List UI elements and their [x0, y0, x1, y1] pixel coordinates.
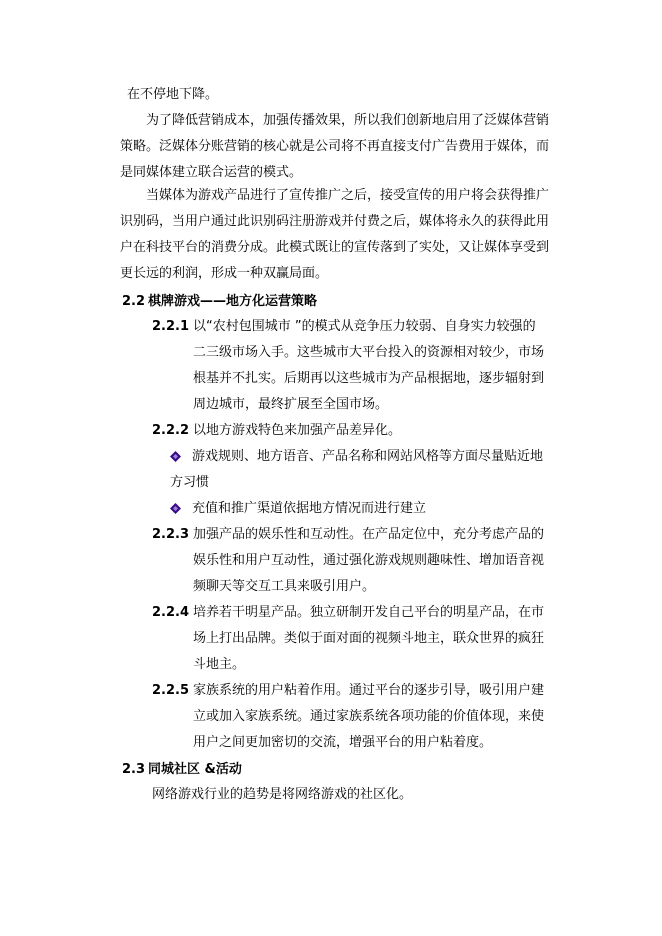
text-line: 方习惯 [170, 475, 210, 490]
subsection-body [193, 314, 558, 418]
text-line: 在不停地下降。 [127, 87, 219, 102]
subsection-number: 2.2.2 [152, 423, 190, 438]
subsection-number: 2.2.3 [152, 527, 190, 542]
paragraph-community [152, 782, 586, 808]
text-line: 以“农村包围城市 ”的模式从竞争压力较弱、自身实力较强的 [193, 319, 536, 334]
bullet-body [192, 496, 552, 522]
text-line: 频聊天等交互工具来吸引用户。 [193, 579, 376, 594]
text-line: 娱乐性和用户互动性，通过强化游戏规则趣味性、增加语音视 [193, 553, 545, 568]
bullet-body [170, 444, 552, 496]
subsection-body [193, 678, 558, 756]
section-number: 2.2 [122, 294, 146, 309]
text-line: 二三级市场入手。这些城市大平台投入的资源相对较少，市场 [193, 345, 545, 360]
text-line: 根基并不扎实。后期再以这些城市为产品根据地，逐步辐射到 [193, 371, 545, 386]
subsection-body [193, 522, 558, 600]
text-line: 家族系统的用户粘着作用。通过平台的逐步引导，吸引用户建 [193, 683, 545, 698]
text-line: 户在科技平台的消费分成。此模式既让的宣传落到了实处，又让媒体享受到 [120, 240, 550, 255]
text-line: 周边城市，最终扩展至全国市场。 [193, 397, 389, 412]
text-line: 以地方游戏特色来加强产品差异化。 [193, 423, 402, 438]
text-line: 游戏规则、地方语音、产品名称和网站风格等方面尽量贴近地 [192, 449, 544, 464]
subsection-body [193, 600, 558, 678]
subsection-number: 2.2.1 [152, 319, 190, 334]
intro-paragraph [127, 82, 561, 108]
section-title: 棋牌游戏——地方化运营策略 [148, 294, 318, 309]
text-line: 培养若干明星产品。独立研制开发自己平台的明星产品，在市 [193, 605, 545, 620]
text-line: 识别码，当用户通过此识别码注册游戏并付费之后，媒体将永久的获得此用 [120, 214, 550, 229]
text-line: 为了降低营销成本，加强传播效果，所以我们创新地启用了泛媒体营销 [146, 113, 550, 128]
text-line: 更长远的利润，形成一种双赢局面。 [120, 266, 329, 281]
text-line: 网络游戏行业的趋势是将网络游戏的社区化。 [152, 787, 413, 802]
diamond-bullet-icon [170, 503, 181, 514]
text-line: 用户之间更加密切的交流，增强平台的用户粘着度。 [193, 735, 493, 750]
subsection-number: 2.2.5 [152, 683, 190, 698]
text-line: 斗地主。 [193, 657, 246, 672]
section-heading-2-2 [122, 292, 317, 312]
text-line: 场上打出品牌。类似于面对面的视频斗地主，联众世界的疯狂 [193, 631, 545, 646]
text-line: 充值和推广渠道依据地方情况而进行建立 [192, 501, 427, 516]
text-line: 当媒体为游戏产品进行了宣传推广之后，接受宣传的用户将会获得推广 [146, 188, 550, 203]
paragraph-media [120, 183, 554, 287]
text-line: 加强产品的娱乐性和互动性。在产品定位中，充分考虑产品的 [193, 527, 545, 542]
subsection-body [193, 418, 558, 444]
section-number: 2.3 [122, 762, 146, 777]
section-heading-2-3 [122, 760, 242, 780]
section-title: 同城社区 &活动 [148, 762, 242, 777]
diamond-bullet-icon [170, 451, 181, 462]
paragraph-marketing [120, 108, 554, 186]
text-line: 策略。泛媒体分账营销的核心就是公司将不再直接支付广告费用于媒体，而 [120, 139, 550, 154]
subsection-number: 2.2.4 [152, 605, 190, 620]
text-line: 立或加入家族系统。通过家族系统各项功能的价值体现，来使 [193, 709, 545, 724]
text-line: 是同媒体建立联合运营的模式。 [120, 165, 303, 180]
